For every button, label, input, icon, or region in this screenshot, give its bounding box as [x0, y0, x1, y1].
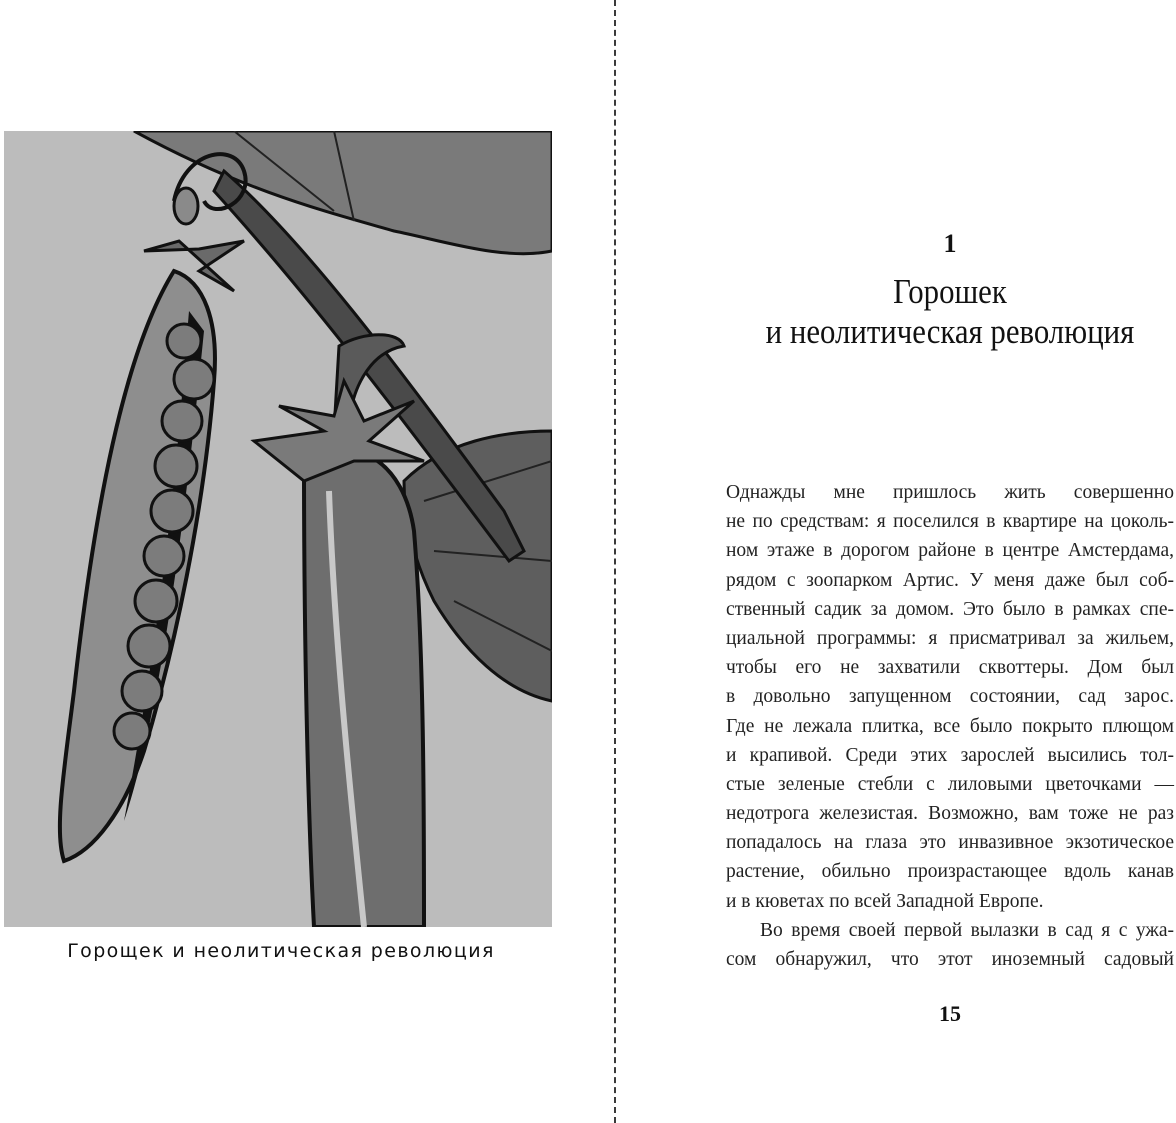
chapter-title-line: и неолитическая революция: [765, 312, 1135, 351]
leaf-right: [404, 431, 552, 701]
chapter-title-line: Горошек: [893, 272, 1007, 311]
text-line: сом обнаружил, что этот иноземный садовый: [726, 949, 1174, 970]
leaf-top-right: [134, 131, 552, 254]
text-line: циальной программы: я присматривал за жильем,: [726, 627, 1174, 649]
text-line: чтобы его не захватили сквоттеры. Дом был: [726, 657, 1174, 679]
page-number: 15: [939, 1001, 961, 1026]
chapter-number: 1: [943, 229, 957, 258]
closed-pea-pod: [304, 449, 424, 927]
text-line: не по средствам: я поселился в квартире на цоколь-: [726, 511, 1174, 533]
text-line: и в кюветах по всей Западной Европе.: [726, 890, 1044, 912]
pea-pod-illustration: [4, 131, 552, 927]
text-line: стые зеленые стебли с лиловыми цветочками —: [726, 773, 1174, 795]
text-line: попадалось на глаза это инвазивное экзотическое: [726, 832, 1174, 854]
body-text: [726, 478, 1174, 974]
text-line: Во время своей первой вылазки в сад я с ужа-: [760, 919, 1174, 941]
illustration-caption: Горощек и неолитическая революция: [67, 940, 495, 962]
text-line: Где не лежала плитка, все было покрыто плющом: [726, 715, 1174, 737]
text-line: недотрога железистая. Возможно, вам тоже не раз: [726, 803, 1174, 825]
text-line: ственный садик за домом. Это было в рамках спе-: [726, 598, 1174, 620]
text-line: Однажды мне пришлось жить совершенно: [726, 482, 1174, 503]
text-line: в довольно запущенном состоянии, сад зарос.: [726, 686, 1174, 708]
text-line: рядом с зоопарком Артис. У меня даже был соб-: [726, 569, 1174, 591]
text-line: растение, обильно произрастающее вдоль канав: [726, 861, 1174, 883]
text-line: ном этаже в дорогом районе в центре Амстердама,: [726, 540, 1174, 562]
page-fold-divider: [614, 0, 616, 1123]
chapter-title: [753, 272, 1147, 352]
text-line: и крапивой. Среди этих зарослей высились тол-: [726, 744, 1174, 766]
